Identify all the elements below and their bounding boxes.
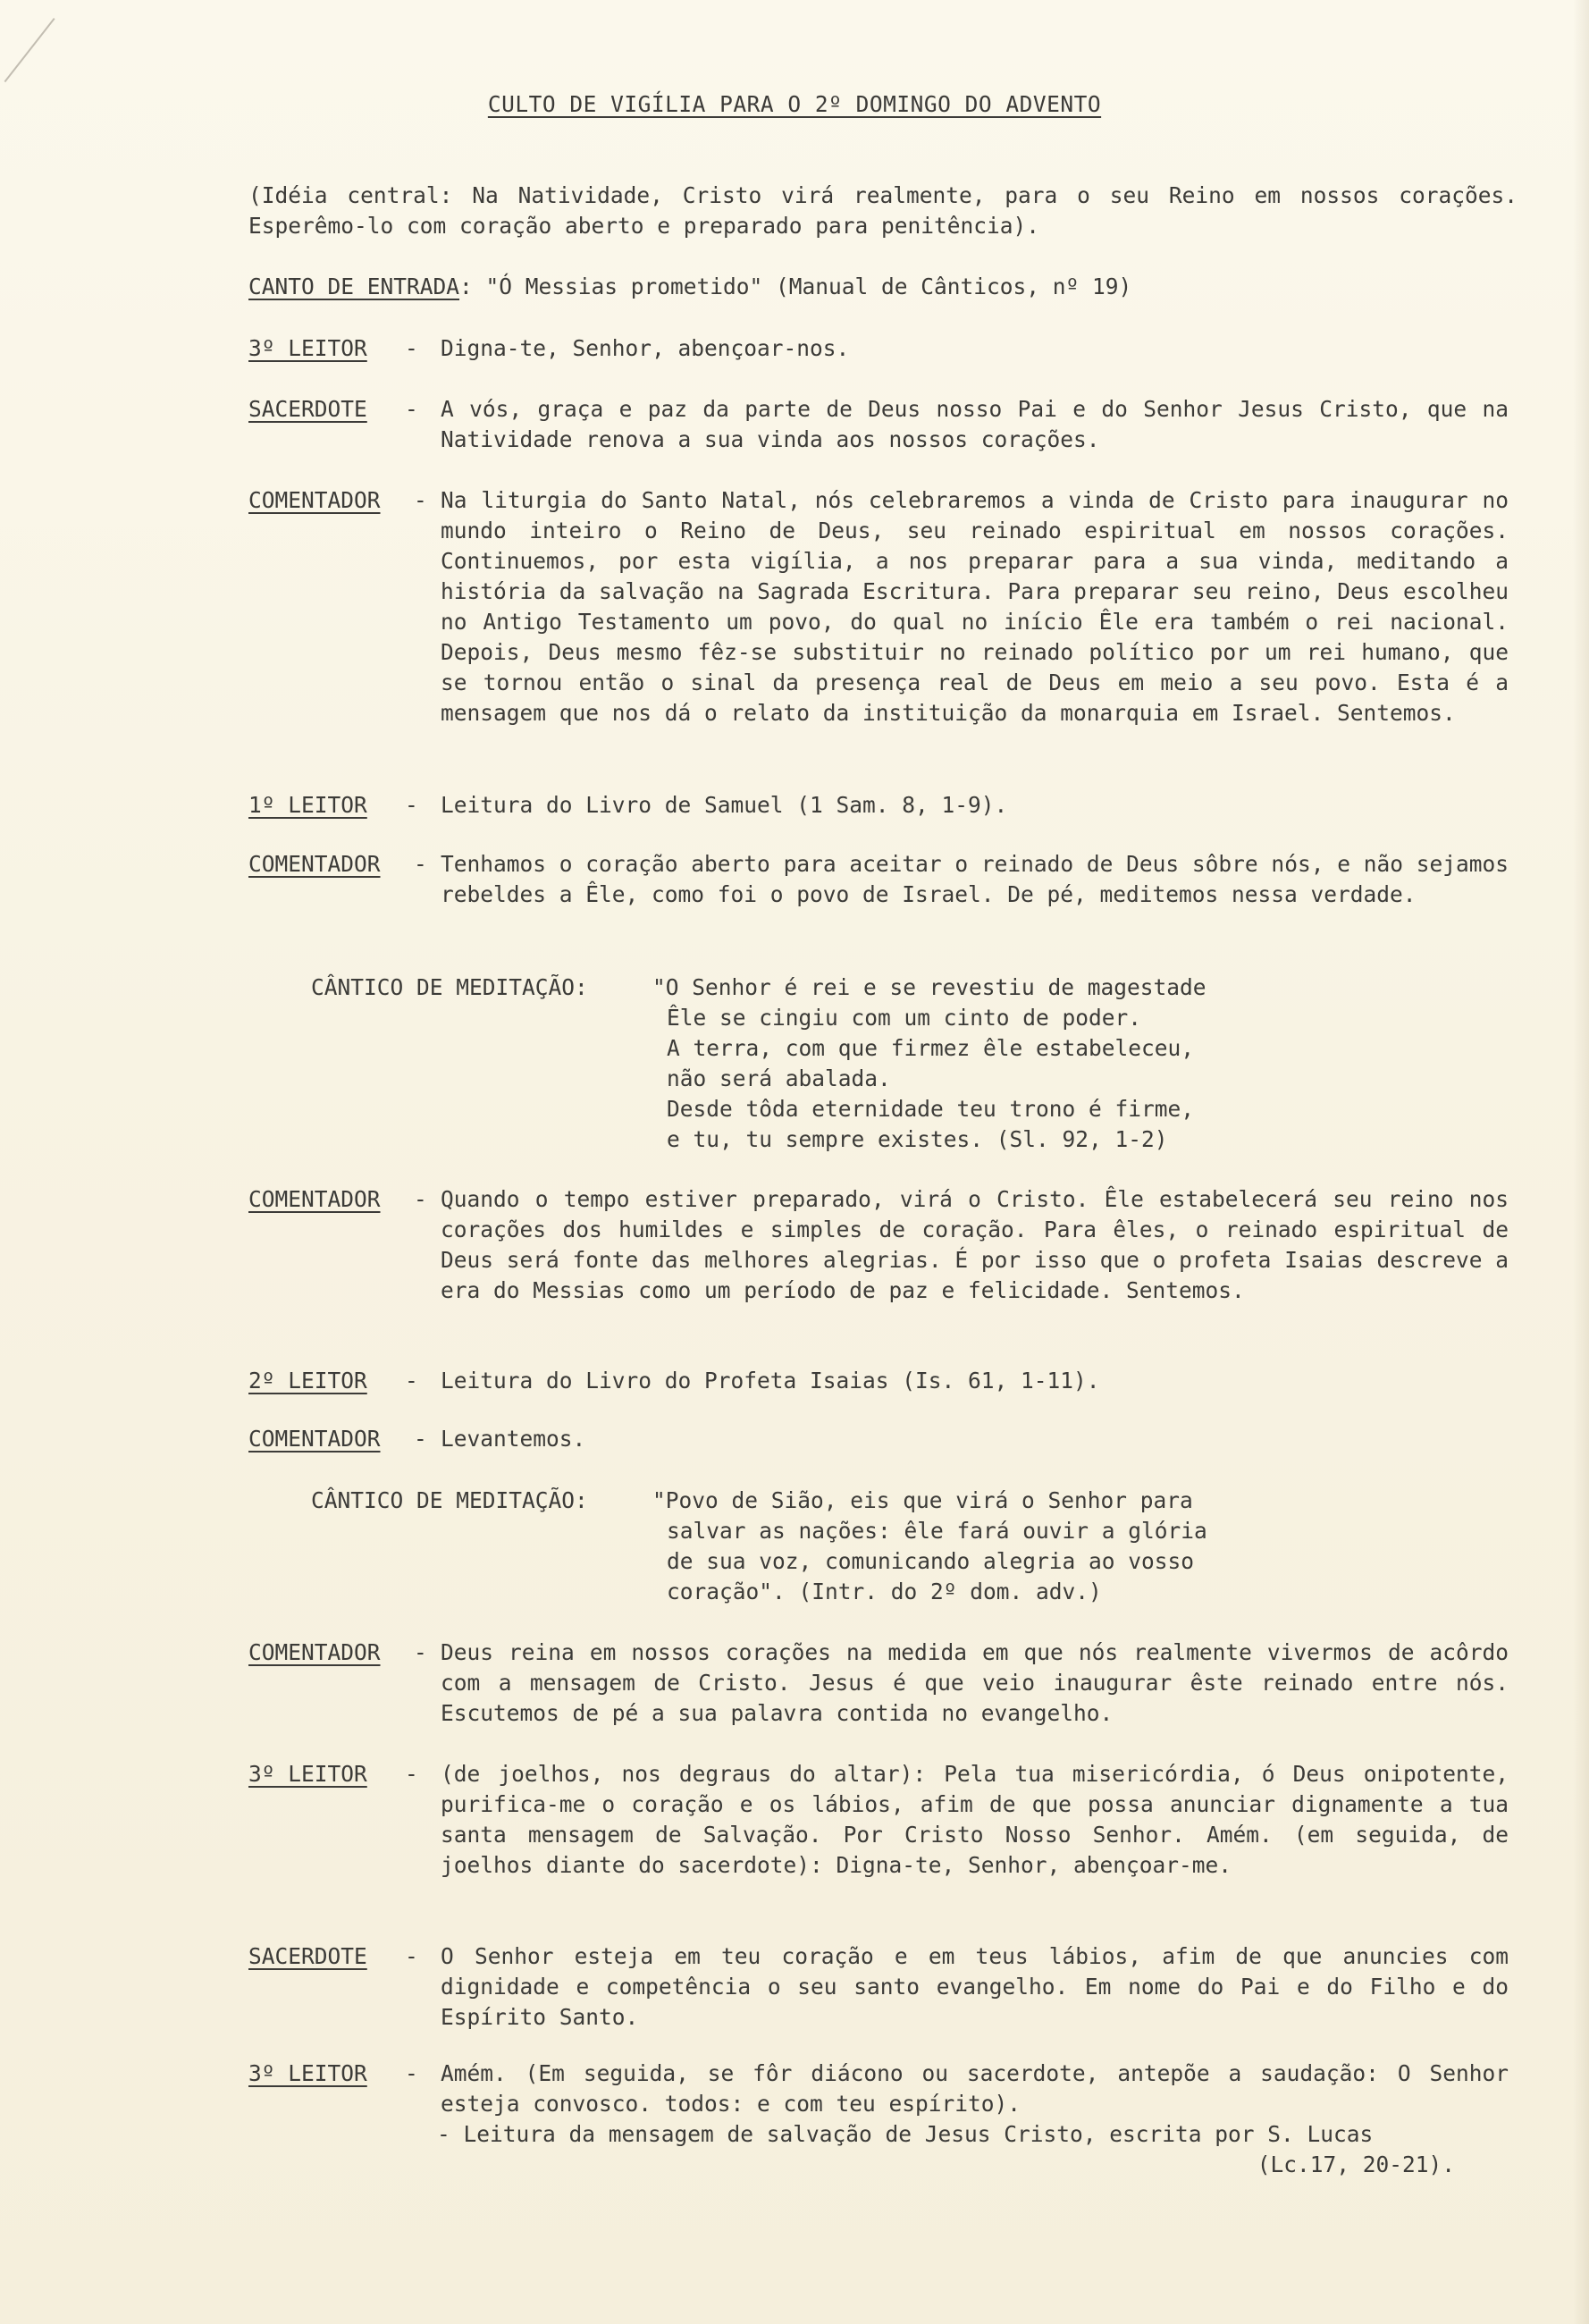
dash-separator: -: [405, 396, 418, 422]
cantico-line: Êle se cingiu com um cinto de poder.: [667, 1005, 1142, 1031]
role-label: SACERDOTE: [248, 396, 367, 422]
role-label: COMENTADOR: [248, 1426, 381, 1452]
entry-text: Tenhamos o coração aberto para aceitar o reinado de Deus sôbre nós, e não sejamos rebeldes a Êle, como foi o povo de Israel. De pé, meditemos nessa verdade.: [441, 851, 1509, 907]
role-label: 3º LEITOR: [248, 1761, 367, 1787]
canto-text: : "Ó Messias prometido" (Manual de Cânticos, nº 19): [459, 274, 1132, 299]
dash-separator: -: [405, 792, 418, 818]
cantico-text: [652, 973, 1206, 1155]
cantico-line: não será abalada.: [667, 1065, 891, 1091]
entry-text: Digna-te, Senhor, abençoar-nos.: [441, 335, 850, 361]
dash-separator: -: [405, 1761, 418, 1787]
entry-text: (de joelhos, nos degraus do altar): Pela tua misericórdia, ó Deus onipotente, purifica-me o coração e os lábios, afim de que possa anunciar dignamente a tua santa mensagem de Salvação. Por Cristo Nosso Senhor. Amém. (em seguida, de joelhos diante do sacerdote): Digna-te, Senhor, abençoar-me.: [441, 1761, 1509, 1878]
cantico-line: salvar as nações: êle fará ouvir a glória: [667, 1518, 1207, 1544]
dash-separator: -: [414, 851, 427, 877]
canto-de-entrada: [248, 272, 1518, 302]
role-label: COMENTADOR: [248, 1186, 381, 1212]
dash-separator: -: [405, 1943, 418, 1969]
dash-separator: -: [405, 335, 418, 361]
entry-text: Na liturgia do Santo Natal, nós celebraremos a vinda de Cristo para inaugurar no mundo inteiro o Reino de Deus, seu reinado espiritual em nossos corações. Continuemos, por esta vigília, a nos preparar para a sua vinda, meditando a história da salvação na Sagrada Escritura. Para preparar seu reino, Deus escolheu no Antigo Testamento um povo, do qual no início Êle era também o rei nacional. Depois, Deus mesmo fêz-se substituir no reinado político por um rei humano, que se tornou então o sinal da presença real de Deus em meio a seu povo. Esta é a mensagem que nos dá o relato da instituição da monarquia em Israel. Sentemos.: [441, 487, 1509, 726]
role-label: COMENTADOR: [248, 1639, 381, 1665]
entry-text: A vós, graça e paz da parte de Deus nosso Pai e do Senhor Jesus Cristo, que na Natividade renova a sua vinda aos nossos corações.: [441, 396, 1509, 452]
cantico-text: [652, 1486, 1207, 1607]
role-label: 2º LEITOR: [248, 1368, 367, 1394]
entry-text: O Senhor esteja em teu coração e em teus lábios, afim de que anuncies com dignidade e competência o seu santo evangelho. Em nome do Pai e do Filho e do Espírito Santo.: [441, 1943, 1509, 2030]
cantico-line: e tu, tu sempre existes. (Sl. 92, 1-2): [667, 1126, 1168, 1152]
page-edge-shadow: [1573, 0, 1589, 2324]
canto-label: CANTO DE ENTRADA: [248, 274, 460, 299]
dash-separator: -: [414, 487, 427, 513]
intro-paragraph: (Idéia central: Na Natividade, Cristo virá realmente, para o seu Reino em nossos corações. Esperêmo-lo com coração aberto e preparado para penitência).: [248, 182, 1518, 239]
closing-line: - Leitura da mensagem de salvação de Jesus Cristo, escrita por S. Lucas: [437, 2121, 1374, 2147]
role-label: COMENTADOR: [248, 851, 381, 877]
entry-text: Leitura do Livro do Profeta Isaias (Is. 61, 1-11).: [441, 1368, 1100, 1394]
entry-text: Deus reina em nossos corações na medida em que nós realmente vivermos de acôrdo com a mensagem de Cristo. Jesus é que veio inaugurar êste reinado entre nós. Escutemos de pé a sua palavra contida no evangelho.: [441, 1639, 1509, 1726]
cantico-line: coração". (Intr. do 2º dom. adv.): [667, 1579, 1102, 1604]
role-label: SACERDOTE: [248, 1943, 367, 1969]
dash-separator: -: [405, 2060, 418, 2086]
entry-text: Levantemos.: [441, 1426, 586, 1452]
dash-separator: -: [414, 1186, 427, 1212]
entry-text: [437, 2059, 1509, 2180]
entry-text-main: Amém. (Em seguida, se fôr diácono ou sacerdote, antepõe a saudação: O Senhor esteja convosco. todos: e com teu espírito).: [441, 2060, 1509, 2117]
entry-text: Leitura do Livro de Samuel (1 Sam. 8, 1-9).: [441, 792, 1008, 818]
role-label: 1º LEITOR: [248, 792, 367, 818]
document-title: CULTO DE VIGÍLIA PARA O 2º DOMINGO DO ADVENTO: [487, 91, 1102, 117]
cantico-line: "Povo de Sião, eis que virá o Senhor para: [652, 1487, 1193, 1513]
closing-reference: (Lc.17, 20-21).: [1257, 2151, 1455, 2177]
role-label: 3º LEITOR: [248, 2060, 367, 2086]
role-label: COMENTADOR: [248, 487, 381, 513]
cantico-line: A terra, com que firmez êle estabeleceu,: [667, 1035, 1195, 1061]
dash-separator: -: [414, 1426, 427, 1452]
cantico-label: CÂNTICO DE MEDITAÇÃO:: [311, 974, 588, 1000]
cantico-line: "O Senhor é rei e se revestiu de magestade: [652, 974, 1206, 1000]
dash-separator: -: [405, 1368, 418, 1394]
entry-text: Quando o tempo estiver preparado, virá o Cristo. Êle estabelecerá seu reino nos corações dos humildes e simples de coração. Para êles, o reinado espiritual de Deus será fonte das melhores alegrias. É por isso que o profeta Isaias descreve a era do Messias como um período de paz e felicidade. Sentemos.: [441, 1186, 1509, 1303]
role-label: 3º LEITOR: [248, 335, 367, 361]
cantico-line: Desde tôda eternidade teu trono é firme,: [667, 1096, 1195, 1122]
cantico-label: CÂNTICO DE MEDITAÇÃO:: [311, 1487, 588, 1513]
dash-separator: -: [414, 1639, 427, 1665]
cantico-line: de sua voz, comunicando alegria ao vosso: [667, 1548, 1195, 1574]
